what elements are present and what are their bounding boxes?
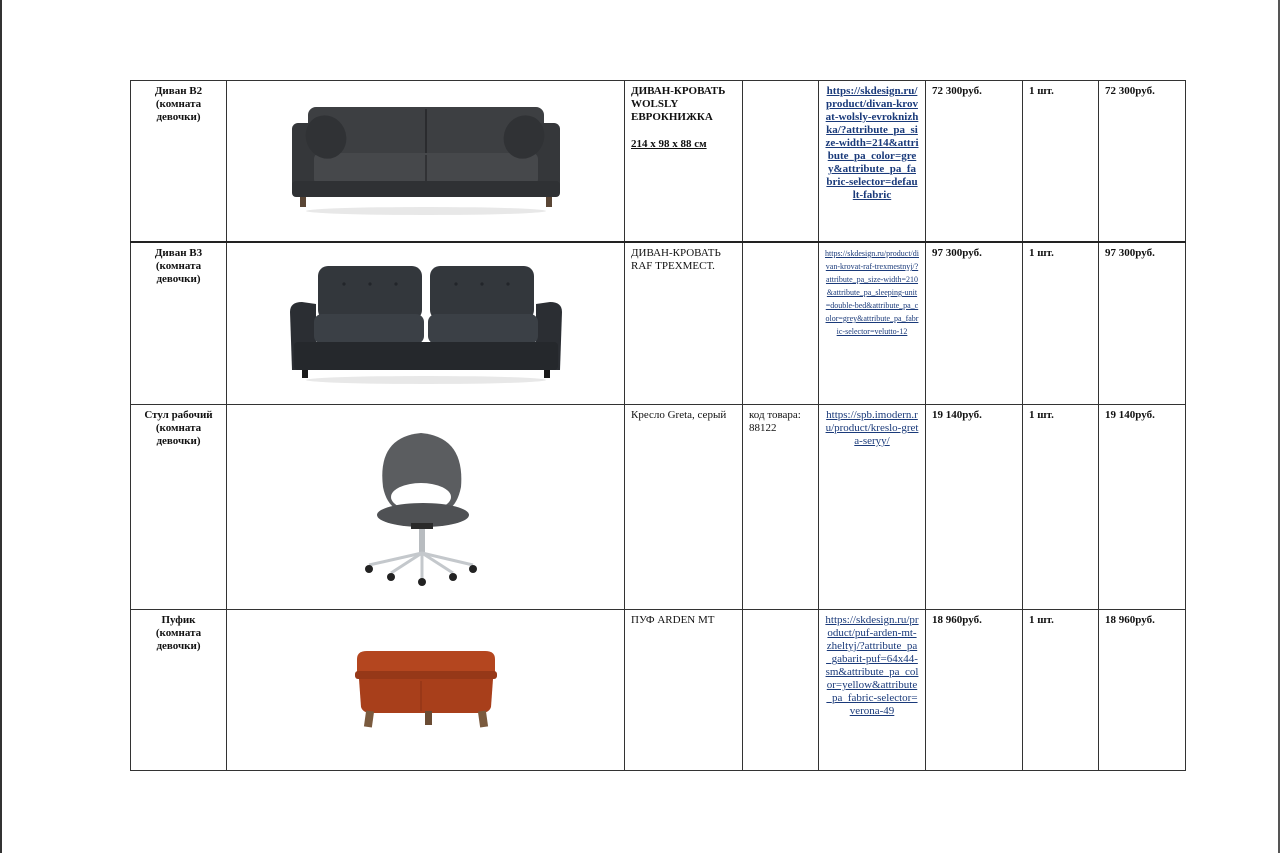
item-image-cell [227, 242, 625, 405]
item-name: Диван В3 [154, 247, 203, 259]
item-description [625, 242, 743, 405]
table-row [131, 610, 1186, 771]
item-name-cell [131, 242, 227, 405]
sofa-raf-grey-icon [286, 262, 566, 386]
item-quantity: 1 шт. [1023, 81, 1099, 243]
item-price: 18 960руб. [926, 610, 1023, 771]
page-edge-left [0, 0, 2, 853]
item-code: код товара: 88122 [743, 405, 819, 610]
item-total: 72 300руб. [1099, 81, 1186, 243]
office-chair-greta-icon [361, 427, 491, 587]
item-name-cell [131, 405, 227, 610]
item-description-text: ДИВАН-КРОВАТЬ RAF ТРЕХМЕСТ. [631, 247, 721, 272]
item-name: Стул рабочий [144, 409, 213, 421]
item-room: (комната девочки) [155, 98, 202, 123]
item-room: (комната девочки) [155, 260, 202, 285]
item-name: Диван В2 [154, 85, 203, 97]
item-link-cell [819, 81, 926, 243]
item-code [743, 610, 819, 771]
item-total: 19 140руб. [1099, 405, 1186, 610]
sofa-wolsly-grey-icon [286, 101, 566, 221]
item-code [743, 81, 819, 243]
table-row [131, 81, 1186, 243]
product-link[interactable]: https://skdesign.ru/product/puf-arden-mt-zheltyj/?attribute_pa_gabarit-puf=64x44-sm&attribute_pa_color=yellow&attribute_pa_fabric-selector=verona-49 [825, 614, 919, 717]
item-price: 19 140руб. [926, 405, 1023, 610]
item-link-cell [819, 242, 926, 405]
item-description [625, 610, 743, 771]
furniture-spec-table [130, 80, 1186, 771]
item-price: 72 300руб. [926, 81, 1023, 243]
item-image-cell [227, 610, 625, 771]
item-price: 97 300руб. [926, 242, 1023, 405]
item-description-text: ДИВАН-КРОВАТЬ WOLSLY ЕВРОКНИЖКА [631, 85, 726, 123]
item-total: 97 300руб. [1099, 242, 1186, 405]
item-name: Пуфик [161, 614, 196, 626]
item-link-cell [819, 405, 926, 610]
item-quantity: 1 шт. [1023, 405, 1099, 610]
product-link[interactable]: https://skdesign.ru/product/divan-krovat-raf-trexmestnyj/?attribute_pa_size-width=210&attribute_pa_sleeping-unit=double-bed&attribute_pa_color=grey&attribute_pa_fabric-selector=velutto-12 [825, 249, 919, 336]
item-description-text: Кресло Greta, серый [631, 409, 727, 421]
item-quantity: 1 шт. [1023, 610, 1099, 771]
table-row [131, 242, 1186, 405]
table-row [131, 405, 1186, 610]
item-description-text: ПУФ ARDEN MT [631, 614, 715, 626]
item-room: (комната девочки) [155, 422, 202, 447]
item-image-cell [227, 81, 625, 243]
item-code [743, 242, 819, 405]
product-link[interactable]: https://spb.imodern.ru/product/kreslo-greta-seryy/ [825, 409, 919, 447]
item-description [625, 405, 743, 610]
item-link-cell [819, 610, 926, 771]
item-quantity: 1 шт. [1023, 242, 1099, 405]
pouf-arden-icon [351, 645, 501, 735]
item-name-cell [131, 81, 227, 243]
item-total: 18 960руб. [1099, 610, 1186, 771]
item-dimensions: 214 x 98 x 88 см [631, 138, 707, 150]
item-name-cell [131, 610, 227, 771]
item-description [625, 81, 743, 243]
item-image-cell [227, 405, 625, 610]
item-room: (комната девочки) [155, 627, 202, 652]
product-link[interactable]: https://skdesign.ru/product/divan-krovat-wolsly-evroknizhka/?attribute_pa_size-width=214&attribute_pa_color=grey&attribute_pa_fabric-selector=default-fabric [825, 85, 919, 201]
